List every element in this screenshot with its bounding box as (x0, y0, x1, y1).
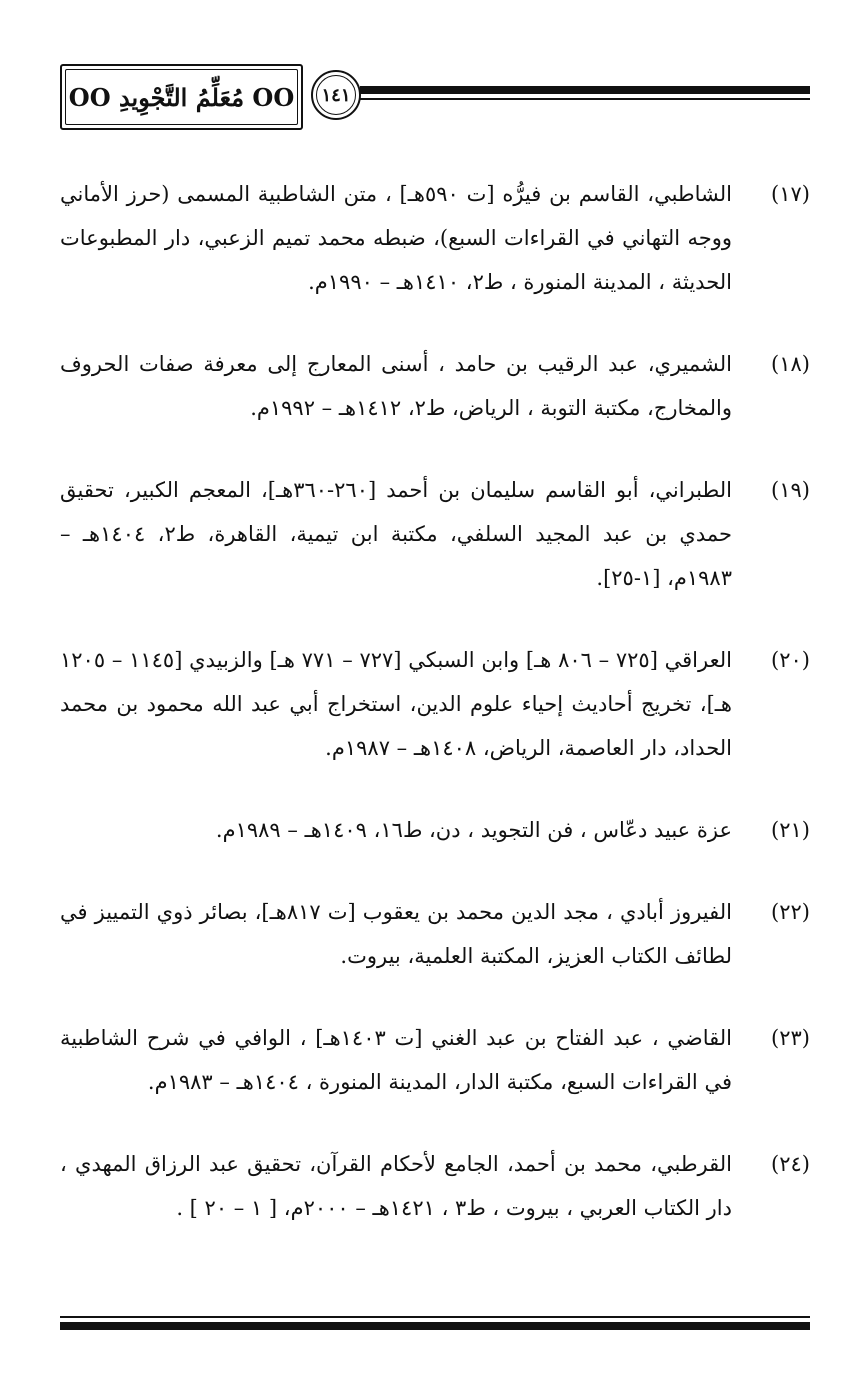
footer-rule (60, 1316, 810, 1336)
reference-number: (٢٢) (771, 900, 810, 924)
reference-text: الشاطبي، القاسم بن فيرُّه [ت ٥٩٠هـ] ، متن الشاطبية المسمى (حرز الأماني ووجه التهاني في القراءات السبع)، ضبطه محمد تميم الزعبي، دار المطبوعات الحديثة ، المدينة المنورة ، ط٢، ١٤١٠هـ – ١٩٩٠م. (60, 182, 732, 294)
reference-number: (٢١) (771, 818, 810, 842)
reference-number: (١٧) (771, 182, 810, 206)
reference-text: الشميري، عبد الرقيب بن حامد ، أسنى المعارج إلى معرفة صفات الحروف والمخارج، مكتبة التوبة ، الرياض، ط٢، ١٤١٢هـ – ١٩٩٢م. (60, 352, 732, 420)
header-rule-thin (360, 98, 810, 100)
reference-entry-22 (60, 890, 810, 978)
reference-number: (٢٣) (771, 1026, 810, 1050)
header-rule-thick (360, 86, 810, 94)
reference-text: الفيروز أبادي ، مجد الدين محمد بن يعقوب [ت ٨١٧هـ]، بصائر ذوي التمييز في لطائف الكتاب العزيز، المكتبة العلمية، بيروت. (60, 900, 732, 968)
reference-entry-21 (60, 808, 810, 852)
reference-entry-23 (60, 1016, 810, 1104)
reference-list (60, 172, 810, 1268)
reference-number: (٢٠) (771, 648, 810, 672)
reference-entry-17 (60, 172, 810, 304)
reference-entry-19 (60, 468, 810, 600)
reference-text: عزة عبيد دعّاس ، فن التجويد ، دن، ط١٦، ١٤٠٩هـ – ١٩٨٩م. (215, 818, 732, 842)
footer-rule-thin (60, 1316, 810, 1318)
page-header (60, 58, 810, 136)
reference-number: (٢٤) (771, 1152, 810, 1176)
header-rule (360, 86, 810, 106)
reference-text: القرطبي، محمد بن أحمد، الجامع لأحكام القرآن، تحقيق عبد الرزاق المهدي ، دار الكتاب العربي ، بيروت ، ط٣ ، ١٤٢١هـ – ٢٠٠٠م، [ ١ – ٢٠ ] . (60, 1152, 732, 1220)
reference-number: (١٨) (771, 352, 810, 376)
reference-text: الطبراني، أبو القاسم سليمان بن أحمد [٢٦٠-٣٦٠هـ]، المعجم الكبير، تحقيق حمدي بن عبد المجيد السلفي، مكتبة ابن تيمية، القاهرة، ط٢، ١٤٠٤هـ – ١٩٨٣م، [١-٢٥]. (60, 478, 733, 590)
running-title-box (60, 64, 303, 130)
reference-text: القاضي ، عبد الفتاح بن عبد الغني [ت ١٤٠٣هـ] ، الوافي في شرح الشاطبية في القراءات السبع، مكتبة الدار، المدينة المنورة ، ١٤٠٤هـ – ١٩٨٣م. (60, 1026, 732, 1094)
reference-number: (١٩) (771, 478, 810, 502)
reference-entry-20 (60, 638, 810, 770)
reference-text: العراقي [٧٢٥ – ٨٠٦ هـ] وابن السبكي [٧٢٧ – ٧٧١ هـ] والزبيدي [١١٤٥ – ١٢٠٥ هـ]، تخريج أحاديث إحياء علوم الدين، استخراج أبي عبد الله محمود بن محمد الحداد، دار العاصمة، الرياض، ١٤٠٨هـ – ١٩٨٧م. (60, 648, 732, 760)
page-number: ١٤١ (311, 70, 361, 120)
reference-entry-24 (60, 1142, 810, 1230)
reference-entry-18 (60, 342, 810, 430)
footer-rule-thick (60, 1322, 810, 1330)
running-title: OO مُعَلِّمُ التَّجْوِيدِ OO (68, 82, 295, 112)
